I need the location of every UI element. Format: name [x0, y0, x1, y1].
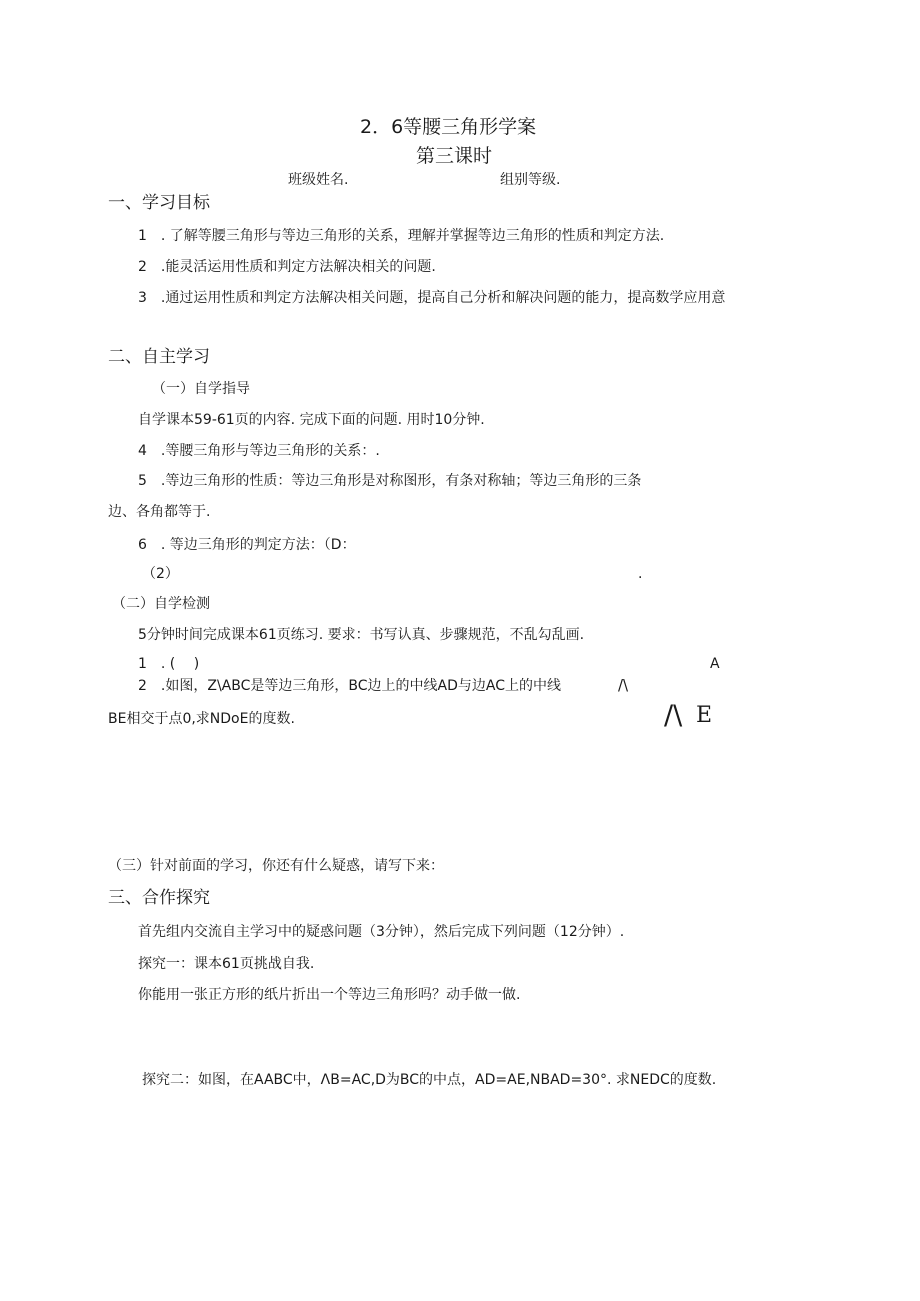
question-4: 4 .等腰三角形与等边三角形的关系：. — [138, 443, 380, 459]
question-6-part-2-end: . — [638, 566, 643, 582]
page-title: 2．6等腰三角形学案 — [360, 116, 537, 138]
check-question-2-line-2: BE相交于点0,求NDoE的度数. — [108, 711, 295, 727]
page-subtitle: 第三课时 — [416, 145, 493, 167]
question-5-line-1: 5 .等边三角形的性质：等边三角形是对称图形，有条对称轴；等边三角形的三条 — [138, 473, 642, 489]
figure-label-a: A — [710, 656, 720, 672]
section-1-heading: 一、学习目标 — [108, 193, 210, 213]
figure-label-e: E — [696, 703, 713, 728]
question-6-part-2: （2） — [142, 566, 179, 582]
question-6: 6 . 等边三角形的判定方法：（D： — [138, 537, 356, 553]
goal-item: 2 .能灵活运用性质和判定方法解决相关的问题. — [138, 259, 436, 275]
figure-glyph-large: /\ — [664, 700, 683, 731]
explore-one-question: 你能用一张正方形的纸片折出一个等边三角形吗？动手做一做. — [138, 987, 521, 1003]
explore-intro: 首先组内交流自主学习中的疑惑问题（3分钟），然后完成下列问题（12分钟）. — [138, 924, 625, 940]
class-name-label: 班级姓名. — [288, 172, 349, 188]
subsection-2-heading: （二）自学检测 — [112, 596, 210, 612]
check-question-1: 1 . ( ) — [138, 656, 200, 672]
self-check-intro: 5分钟时间完成课本61页练习. 要求：书写认真、步骤规范，不乱勾乱画. — [138, 627, 585, 643]
subsection-1-heading: （一）自学指导 — [152, 381, 250, 397]
goal-item: 1 . 了解等腰三角形与等边三角形的关系，理解并掌握等边三角形的性质和判定方法. — [138, 228, 665, 244]
figure-glyph-small: /\ — [618, 676, 629, 694]
explore-one: 探究一：课本61页挑战自我. — [138, 956, 315, 972]
self-study-intro: 自学课本59-61页的内容. 完成下面的问题. 用时10分钟. — [138, 412, 485, 428]
section-2-heading: 二、自主学习 — [108, 347, 210, 367]
goal-item: 3 .通过运用性质和判定方法解决相关问题，提高自己分析和解决问题的能力，提高数学应用意 — [138, 290, 726, 306]
subsection-3-prompt: （三）针对前面的学习，你还有什么疑惑，请写下来： — [108, 858, 444, 874]
question-5-line-2: 边、各角都等于. — [108, 504, 211, 520]
check-question-2-line-1: 2 .如图，Z\ABC是等边三角形，BC边上的中线AD与边AC上的中线 — [138, 678, 561, 694]
section-3-heading: 三、合作探究 — [108, 888, 210, 908]
group-level-label: 组别等级. — [500, 172, 561, 188]
explore-two: 探究二：如图，在AABC中，ΛB=AC,D为BC的中点，AD=AE,NBAD=30°. 求NEDC的度数. — [142, 1072, 717, 1088]
